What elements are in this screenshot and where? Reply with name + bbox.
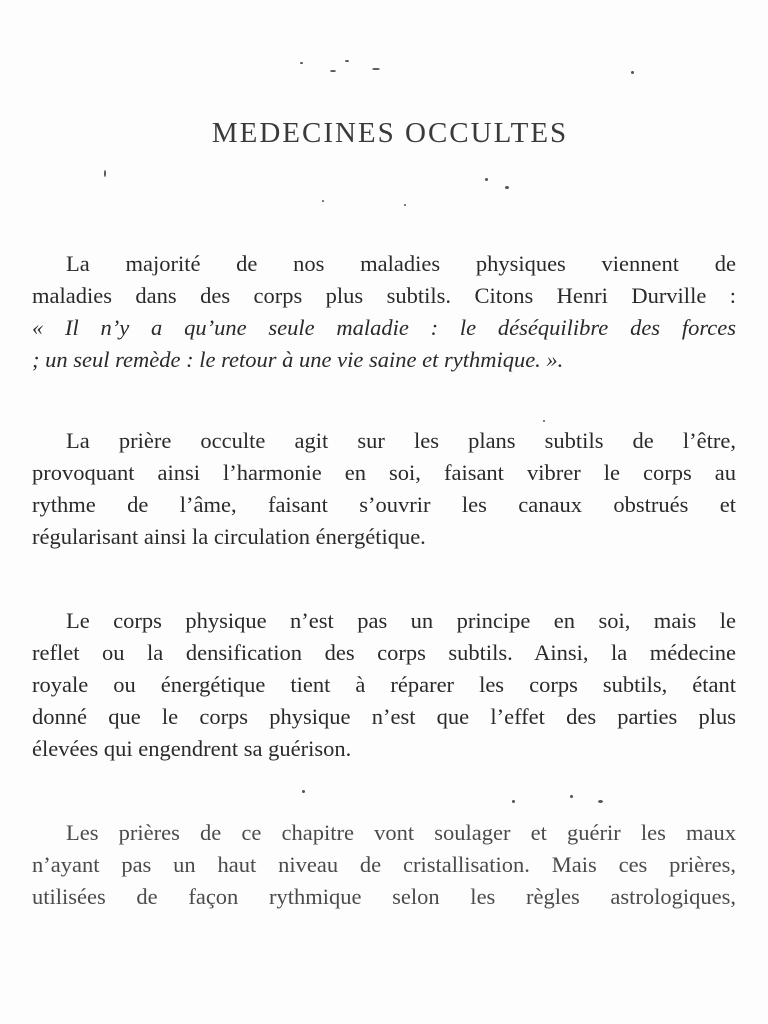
scan-speck	[543, 420, 545, 422]
text-line: « Il n’y a qu’une seule maladie : le déséquilibre des forces	[32, 315, 736, 340]
scan-speck	[598, 800, 603, 803]
text-line: La majorité de nos maladies physiques viennent de	[66, 251, 736, 276]
scan-speck	[404, 204, 406, 206]
scan-speck	[322, 200, 324, 202]
scan-speck	[345, 60, 349, 62]
text-line: donné que le corps physique n’est que l’effet des parties plus	[32, 704, 736, 729]
scan-speck	[104, 170, 106, 177]
scan-speck	[300, 62, 303, 64]
scan-speck	[505, 186, 509, 189]
scan-speck	[631, 71, 634, 74]
text-line: élevées qui engendrent sa guérison.	[32, 736, 352, 761]
text-line: royale ou énergétique tient à réparer les corps subtils, étant	[32, 672, 736, 697]
text-line: maladies dans des corps plus subtils. Citons Henri Durville :	[32, 283, 736, 308]
scan-speck	[570, 795, 573, 798]
text-line: régularisant ainsi la circulation énergétique.	[32, 524, 426, 549]
paragraph	[32, 817, 736, 913]
text-line: rythme de l’âme, faisant s’ouvrir les canaux obstrués et	[32, 492, 736, 517]
text-line: provoquant ainsi l’harmonie en soi, faisant vibrer le corps au	[32, 460, 736, 485]
scan-speck	[512, 800, 515, 803]
scan-speck	[302, 790, 305, 793]
text-line: La prière occulte agit sur les plans subtils de l’être,	[66, 428, 736, 453]
chapter-title: MEDECINES OCCULTES	[211, 117, 569, 149]
paragraph	[32, 425, 736, 553]
text-line: utilisées de façon rythmique selon les règles astrologiques,	[32, 884, 736, 909]
scan-speck	[372, 68, 380, 70]
scan-speck	[485, 178, 488, 181]
text-line: ; un seul remède : le retour à une vie saine et rythmique. ».	[32, 347, 564, 372]
paragraph	[32, 248, 736, 376]
paragraph	[32, 605, 736, 765]
text-line: Les prières de ce chapitre vont soulager et guérir les maux	[66, 820, 736, 845]
text-line: n’ayant pas un haut niveau de cristallisation. Mais ces prières,	[32, 852, 736, 877]
scan-speck	[330, 70, 336, 72]
text-line: reflet ou la densification des corps subtils. Ainsi, la médecine	[32, 640, 736, 665]
text-line: Le corps physique n’est pas un principe en soi, mais le	[66, 608, 736, 633]
